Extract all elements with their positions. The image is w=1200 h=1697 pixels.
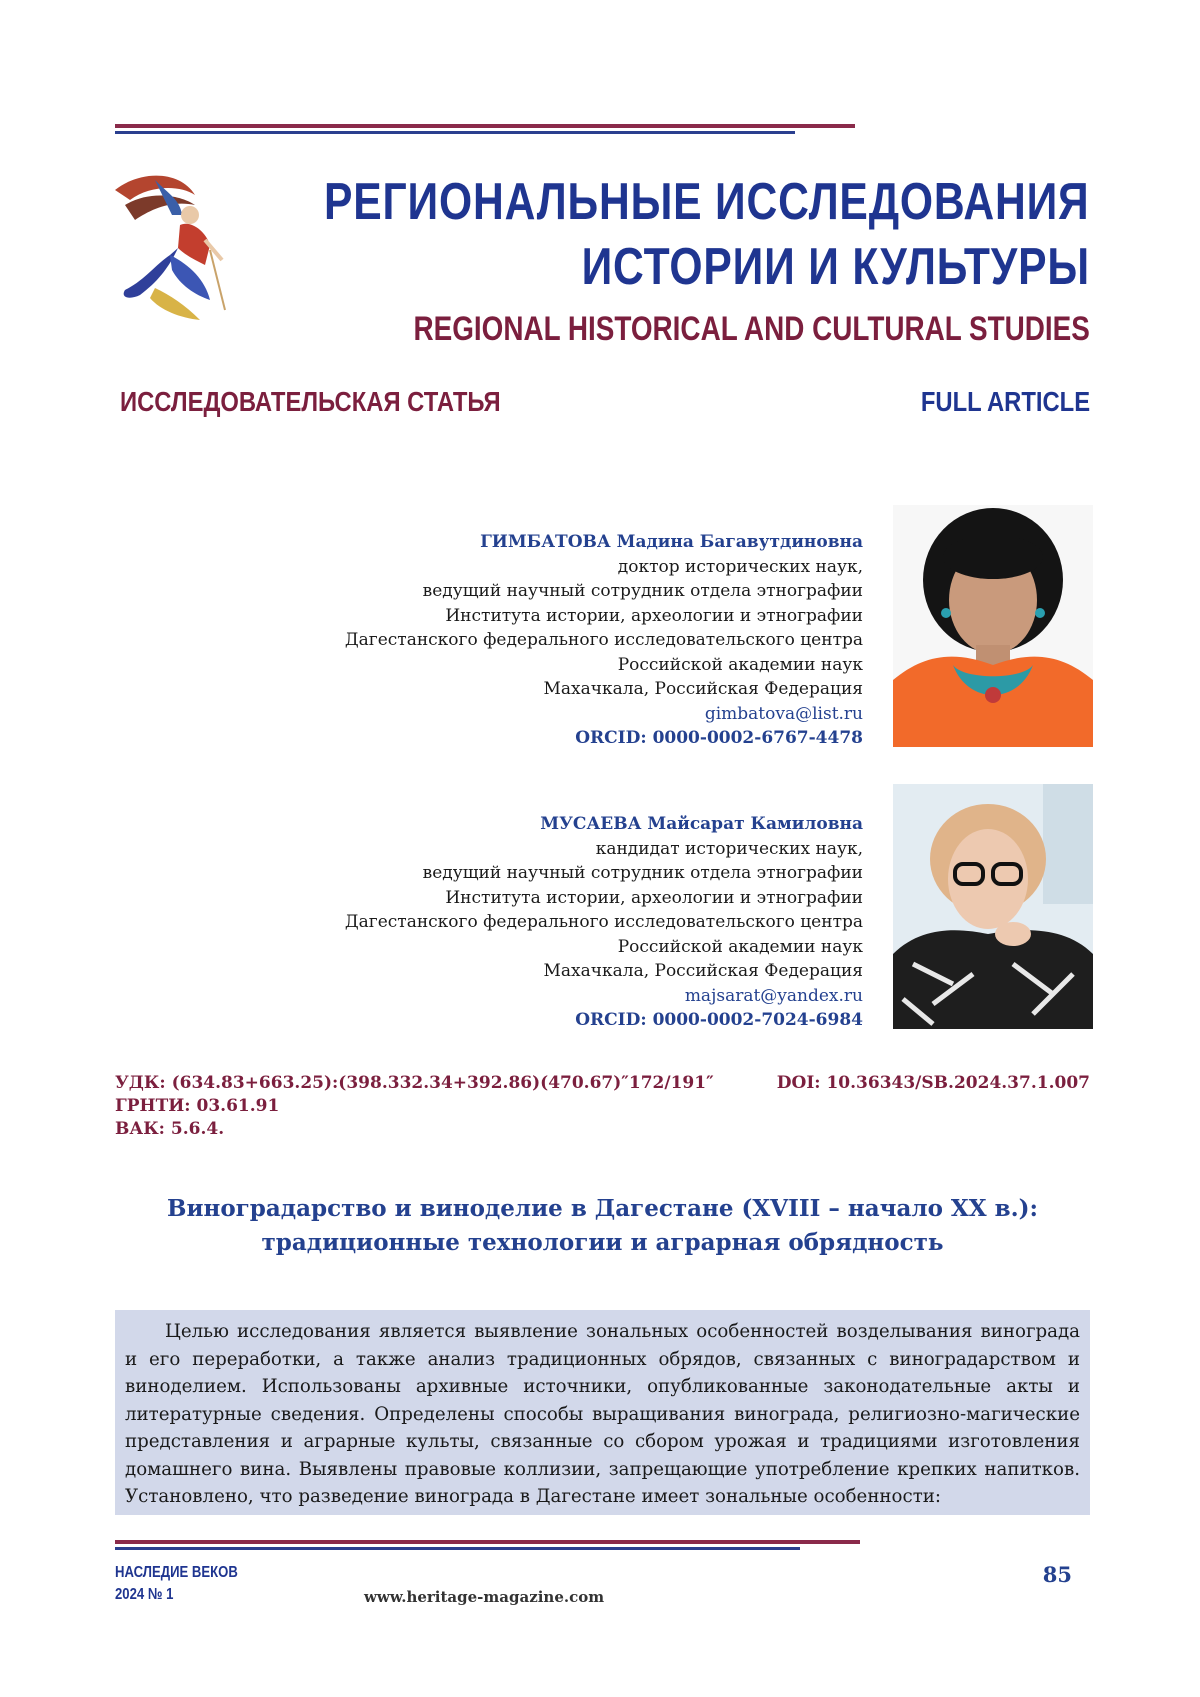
doi[interactable]: DOI: 10.36343/SB.2024.37.1.007 bbox=[776, 1073, 1090, 1093]
footer-website-link[interactable]: www.heritage-magazine.com bbox=[364, 1588, 605, 1606]
top-divider-blue bbox=[115, 131, 795, 134]
author-city: Махачкала, Российская Федерация bbox=[543, 961, 863, 981]
grnti-code: ГРНТИ: 03.61.91 bbox=[115, 1096, 280, 1116]
author-photo bbox=[893, 505, 1093, 747]
author-card bbox=[345, 812, 863, 1033]
author-name: МУСАЕВА Майсарат Камиловна bbox=[540, 814, 863, 834]
author-orcid[interactable]: ORCID: 0000-0002-6767-4478 bbox=[575, 728, 863, 748]
vak-code: ВАК: 5.6.4. bbox=[115, 1119, 225, 1139]
author-position: ведущий научный сотрудник отдела этнографии bbox=[422, 581, 863, 601]
footer-journal-name: НАСЛЕДИЕ ВЕКОВ bbox=[115, 1564, 238, 1581]
author-photo bbox=[893, 784, 1093, 1029]
author-email-link[interactable]: majsarat@yandex.ru bbox=[684, 985, 863, 1006]
author-city: Махачкала, Российская Федерация bbox=[543, 679, 863, 699]
article-title-line: Виноградарство и виноделие в Дагестане (XVIII – начало XX в.): bbox=[167, 1195, 1038, 1222]
footer-journal bbox=[115, 1562, 238, 1606]
abstract-text: Целью исследования является выявление зональных особенностей возделывания винограда и его переработки, а также анализ традиционных обрядов, связанных с виноградарством и виноделием. Использованы архивные источники, опубликованные законодательные акты и литературные сведения. Определены способы выращивания винограда, религиозно-магические представления и аграрные культы, связанные со сбором урожая и традициями изготовления домашнего вина. Выявлены правовые коллизии, запрещающие употребление крепких напитков. Установлено, что разведение винограда в Дагестане имеет зональные особенности: bbox=[125, 1321, 1080, 1507]
author-email-link[interactable]: gimbatova@list.ru bbox=[704, 703, 863, 724]
author-institute: Института истории, археологии и этнографии bbox=[445, 887, 863, 908]
abstract-box bbox=[115, 1310, 1090, 1515]
author-degree: доктор исторических наук, bbox=[617, 556, 863, 577]
page-number: 85 bbox=[1042, 1562, 1072, 1587]
article-type-en: FULL ARTICLE bbox=[920, 386, 1090, 417]
journal-title-en: REGIONAL HISTORICAL AND CULTURAL STUDIES bbox=[413, 310, 1090, 348]
top-divider-claret bbox=[115, 124, 855, 128]
journal-title-ru-line1: РЕГИОНАЛЬНЫЕ ИССЛЕДОВАНИЯ bbox=[324, 173, 1090, 231]
bottom-divider-claret bbox=[115, 1540, 860, 1544]
angel-icon bbox=[110, 170, 250, 330]
author-degree: кандидат исторических наук, bbox=[595, 838, 863, 859]
article-title-line: традиционные технологии и аграрная обрядность bbox=[261, 1229, 944, 1256]
author-institute: Российской академии наук bbox=[617, 654, 863, 675]
article-title bbox=[115, 1192, 1090, 1260]
journal-title-ru-line2: ИСТОРИИ И КУЛЬТУРЫ bbox=[581, 238, 1090, 296]
udk-code: УДК: (634.83+663.25):(398.332.34+392.86)(470.67)″172/191″ bbox=[115, 1073, 714, 1093]
author-institute: Института истории, археологии и этнографии bbox=[445, 605, 863, 626]
author-institute: Дагестанского федерального исследовательского центра bbox=[344, 912, 863, 932]
author-name: ГИМБАТОВА Мадина Багавутдиновна bbox=[480, 532, 863, 552]
footer-issue: 2024 № 1 bbox=[115, 1586, 174, 1603]
author-institute: Российской академии наук bbox=[617, 936, 863, 957]
article-type-ru: ИССЛЕДОВАТЕЛЬСКАЯ СТАТЬЯ bbox=[120, 386, 501, 417]
author-card bbox=[345, 530, 863, 751]
author-institute: Дагестанского федерального исследовательского центра bbox=[344, 630, 863, 650]
article-classifiers bbox=[115, 1072, 714, 1141]
bottom-divider-blue bbox=[115, 1547, 800, 1550]
author-orcid[interactable]: ORCID: 0000-0002-7024-6984 bbox=[575, 1010, 863, 1030]
author-position: ведущий научный сотрудник отдела этнографии bbox=[422, 863, 863, 883]
